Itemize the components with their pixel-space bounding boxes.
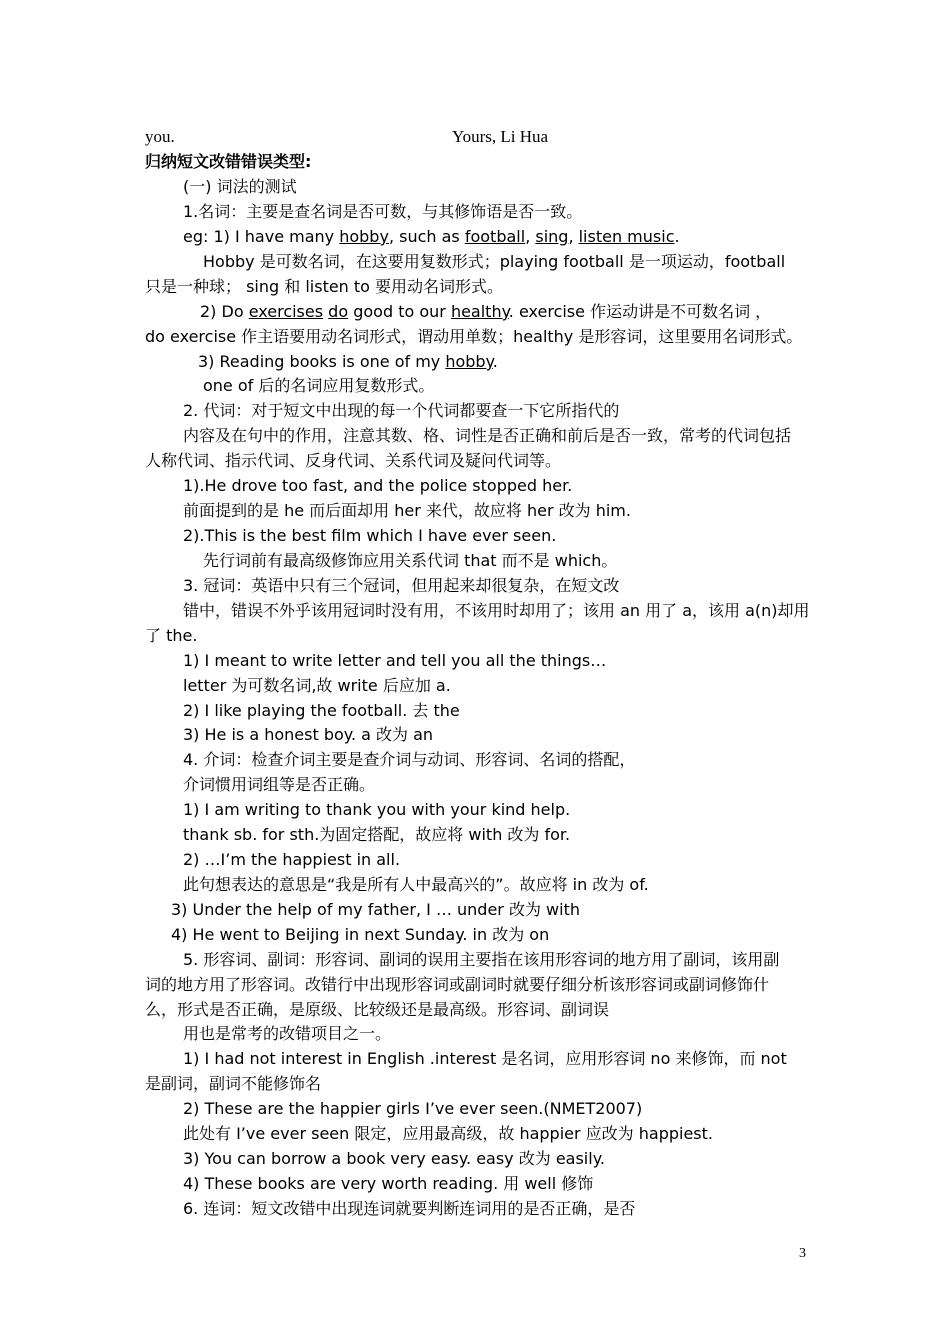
pronoun-example-2: 2).This is the best film which I have ever seen. [183,526,557,545]
section-heading: 归纳短文改错错误类型: [145,152,312,171]
example-text: , such as [388,227,465,246]
adjective-adverb-rule-cont: 么，形式是否正确，是原级、比较级还是最高级。形容词、副词误 [145,1000,610,1019]
explanation-line: do exercise 作主语要用动名词形式，谓动用单数；healthy 是形容词，这里要用名词形式。 [145,327,803,346]
article-rule-cont: 了 the. [145,626,198,645]
preposition-rule-cont: 介词惯用词组等是否正确。 [183,775,376,794]
article-rule: 3. 冠词：英语中只有三个冠词，但用起来却很复杂，在短文改 [183,576,620,595]
underlined-error: listen music [578,227,675,246]
article-example-2: 2) I like playing the football. 去 the [183,701,460,720]
explanation-line: letter 为可数名词,故 write 后应加 a. [183,676,451,695]
preposition-example-1: 1) I am writing to thank you with your kind help. [183,800,571,819]
example-text: eg: 1) I have many [183,227,340,246]
adjective-adverb-rule: 5. 形容词、副词：形容词、副词的误用主要指在该用形容词的地方用了副词，该用副 [183,950,780,969]
explanation-line: thank sb. for sth.为固定搭配，故应将 with 改为 for. [183,825,571,844]
article-example-3: 3) He is a honest boy. a 改为 an [183,725,434,744]
explanation-line: 只是一种球； sing 和 listen to 要用动名词形式。 [145,277,504,296]
preposition-example-3: 3) Under the help of my father, I … under 改为 with [171,900,581,919]
underlined-error: do [328,302,349,321]
adjective-adverb-rule-cont: 词的地方用了形容词。改错行中出现形容词或副词时就要仔细分析该形容词或副词修饰什 [145,975,770,994]
explanation-line: one of 后的名词应用复数形式。 [203,376,435,395]
noun-example-1 [183,226,680,248]
example-text: , [525,227,536,246]
example-text: . exercise 作运动讲是不可数名词 ， [508,302,772,321]
adjective-example-4: 4) These books are very worth reading. 用 well 修饰 [183,1174,594,1193]
pronoun-rule-cont: 人称代词、指示代词、反身代词、关系代词及疑问代词等。 [145,451,562,470]
explanation-line: 此处有 I’ve ever seen 限定，应用最高级，故 happier 应改为 happiest. [183,1124,713,1143]
page-number: 3 [799,1246,806,1261]
explanation-line: 此句想表达的意思是“我是所有人中最高兴的”。故应将 in 改为 of. [183,875,649,894]
letter-signature: Yours, Li Hua [452,127,549,146]
underlined-error: exercises [248,302,324,321]
pronoun-rule-cont: 内容及在句中的作用，注意其数、格、词性是否正确和前后是否一致，常考的代词包括 [183,426,792,445]
example-text: . [492,352,498,371]
adjective-adverb-rule-cont: 用也是常考的改错项目之一。 [183,1024,392,1043]
example-text: 2) Do [200,302,249,321]
underlined-error: hobby [339,227,389,246]
adjective-example-2: 2) These are the happier girls I’ve ever seen.(NMET2007) [183,1099,643,1118]
underlined-error: hobby [445,352,493,371]
adjective-example-3: 3) You can borrow a book very easy. easy 改为 easily. [183,1149,605,1168]
pronoun-example-1: 1).He drove too fast, and the police stopped her. [183,476,573,495]
explanation-line: 是副词，副词不能修饰名 [145,1074,322,1093]
explanation-line: 先行词前有最高级修饰应用关系代词 that 而不是 which。 [203,551,618,570]
adjective-example-1: 1) I had not interest in English .interest 是名词，应用形容词 no 来修饰，而 not [183,1049,787,1068]
example-text: good to our [348,302,451,321]
subsection-title: (一) 词法的测试 [183,177,297,196]
noun-example-3 [198,351,498,373]
explanation-line: Hobby 是可数名词，在这要用复数形式；playing football 是一项运动，football [203,252,786,271]
example-text: , [568,227,579,246]
noun-example-2 [200,301,771,323]
preposition-rule: 4. 介词：检查介词主要是查介词与动词、形容词、名词的搭配， [183,750,636,769]
letter-closing-text: you. [145,127,175,146]
underlined-error: sing [535,227,569,246]
example-text: . [674,227,680,246]
article-example-1: 1) I meant to write letter and tell you all the things… [183,651,607,670]
pronoun-rule: 2. 代词：对于短文中出现的每一个代词都要查一下它所指代的 [183,401,620,420]
conjunction-rule: 6. 连词：短文改错中出现连词就要判断连词用的是否正确，是否 [183,1199,636,1218]
preposition-example-2: 2) …I’m the happiest in all. [183,850,401,869]
underlined-error: healthy [450,302,509,321]
preposition-example-4: 4) He went to Beijing in next Sunday. in 改为 on [171,925,550,944]
underlined-error: football [464,227,526,246]
article-rule-cont: 错中，错误不外乎该用冠词时没有用，不该用时却用了；该用 an 用了 a，该用 a(n)却用 [183,601,810,620]
example-text: 3) Reading books is one of my [198,352,446,371]
explanation-line: 前面提到的是 he 而后面却用 her 来代，故应将 her 改为 him. [183,501,631,520]
noun-rule: 1.名词：主要是查名词是否可数，与其修饰语是否一致。 [183,202,583,221]
